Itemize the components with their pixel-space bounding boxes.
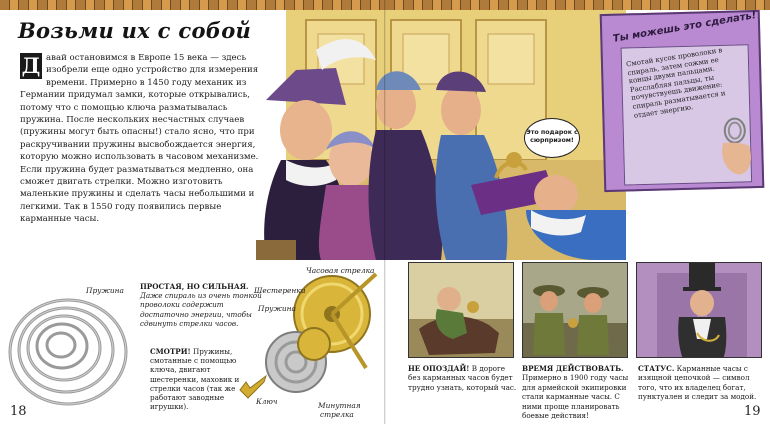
panel-dont-be-late	[408, 262, 514, 358]
panel-time-to-act	[522, 262, 628, 358]
caption-2-body: Пружины, смотанные с помощью ключа, двигают шестеренки, маховик и стрелки часов (так же работают заводные игрушки).	[150, 347, 240, 412]
label-minute-hand-2: стрелка	[320, 410, 354, 419]
page-number-left: 18	[10, 404, 27, 419]
label-minute-hand-1: Минутная	[318, 401, 361, 410]
page-heading: Возьми их с собой	[18, 18, 252, 43]
speech-bubble: Это подарок с сюрпризом!	[524, 118, 580, 158]
top-decorative-border-right	[385, 0, 770, 10]
caption-1-body: Даже спираль из очень тонкой проволоки содержит достаточно энергии, чтобы сдвинуть стрелки часов.	[140, 291, 262, 328]
panel-status	[636, 262, 762, 358]
label-hour-hand: Часовая стрелка	[306, 266, 375, 275]
panel-3-text	[638, 364, 764, 402]
label-gears: Шестеренки	[254, 286, 306, 295]
intro-text: авай остановимся в Европе 15 века — здесь изобрели еще одно устройство для измерения времени. Примерно в 1450 году механик из Германии придумал замки, которые открывались, потому что с помощью ключа разматывалась пружина. После нескольких несчастных случаев (пружины могут быть опасны!) стало ясно, что при раскручивании пружины высвобождается энергия, которую можно использовать в часовом механизме. Если пружина будет разматываться медленно, она сможет двигать стрелки. Можно изготовить маленькие пружины и сделать часы небольшими и легкими. Так в 1550 году появились первые карманные часы.	[20, 53, 259, 225]
panel-2-title: ВРЕМЯ ДЕЙСТВОВАТЬ.	[522, 364, 624, 373]
label-spring: Пружина	[86, 286, 124, 295]
intro-paragraph	[20, 52, 268, 226]
drop-cap: Д	[21, 53, 41, 78]
caption-1-title: ПРОСТАЯ, НО СИЛЬНАЯ.	[140, 282, 249, 291]
label-spring-2: Пружина	[258, 304, 296, 313]
page-number-right: 19	[744, 404, 761, 419]
panel-1-title: НЕ ОПОЗДАЙ!	[408, 364, 470, 373]
panel-2-text	[522, 364, 632, 420]
caption-2-title: СМОТРИ!	[150, 347, 191, 356]
clockwork-illustration	[236, 258, 378, 414]
book-gutter	[384, 0, 386, 424]
label-key: Ключ	[256, 397, 278, 406]
activity-card	[600, 10, 765, 192]
panel-1-text	[408, 364, 518, 392]
panel-3-title: СТАТУС.	[638, 364, 675, 373]
hand-spring-illustration	[712, 112, 758, 177]
panel-3-body: Карманные часы с изящной цепочкой — символ того, что их владелец богат, пунктуален и следит за модой.	[638, 364, 757, 402]
top-decorative-border-left	[0, 0, 385, 10]
panel-2-body: Примерно в 1900 году часы для армейской экипировки стали карманные часы. С ними проще планировать боевые действия!	[522, 373, 629, 421]
activity-card-text: Смотай кусок проволоки в спираль, затем сожми ее концы двумя пальцами. Расслабляя пальцы, ты почувствуешь движение: спираль разматывается и отдает энергию.	[625, 46, 726, 120]
activity-card-title: Ты можешь это сделать!	[612, 10, 758, 45]
panel-1-body: В дороге без карманных часов будет трудно узнать, который час.	[408, 364, 517, 392]
